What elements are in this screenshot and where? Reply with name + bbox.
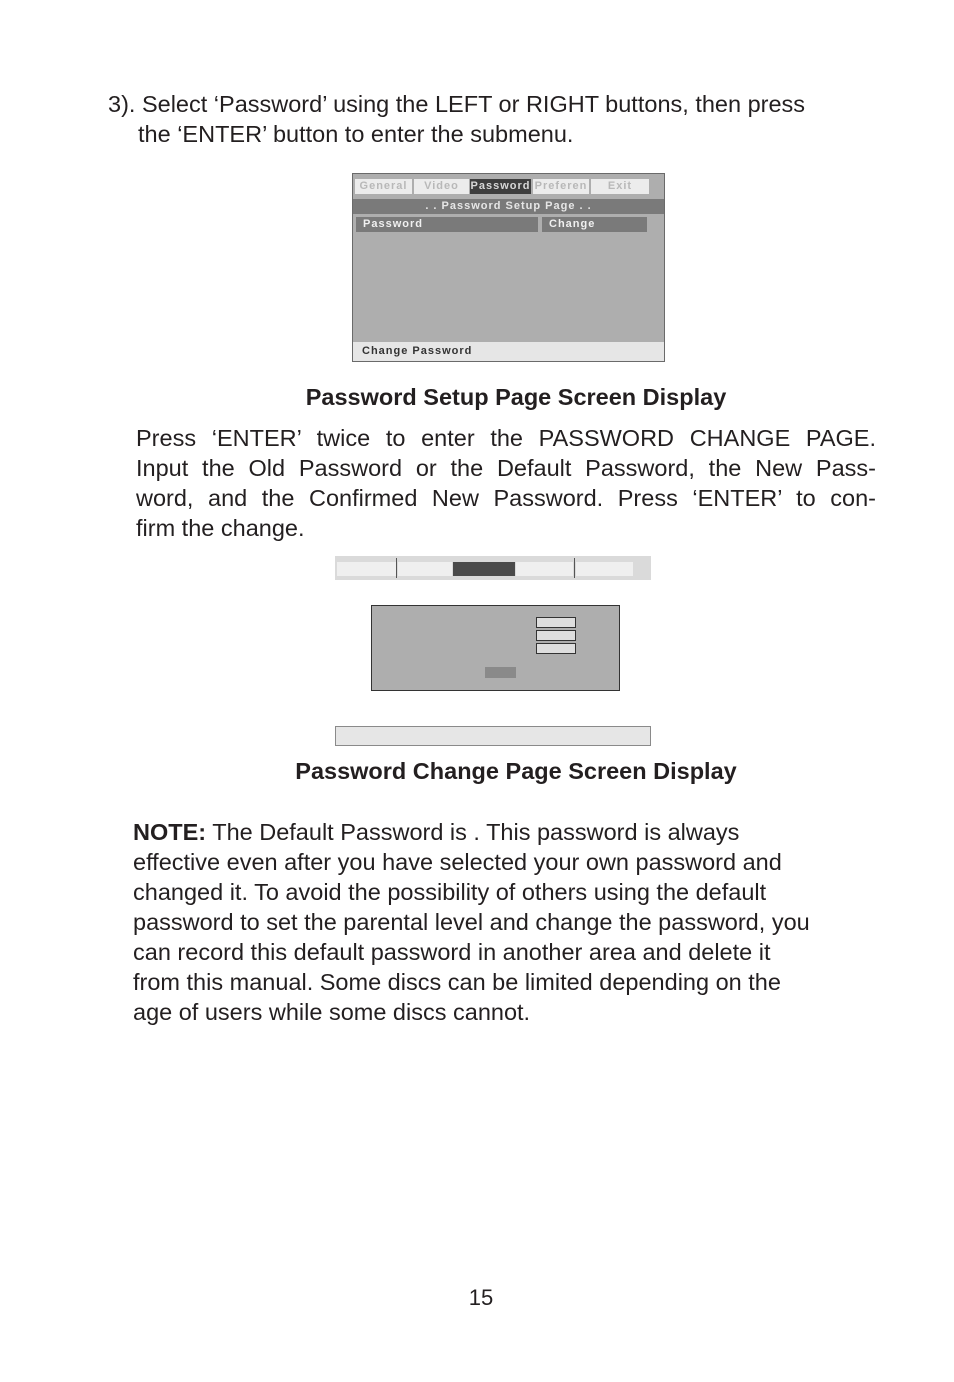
paragraph-line: Press ‘ENTER’ twice to enter the PASSWORD CHANGE PAGE. [136,425,876,451]
old-password-field[interactable] [536,617,576,628]
step-line-2: the ‘ENTER’ button to enter the submenu. [138,121,574,147]
note-line: changed it. To avoid the possibility of others using the default [133,879,767,905]
caption-change-page: Password Change Page Screen Display [295,758,737,784]
tab-password-selected[interactable] [453,562,515,576]
tab-video[interactable]: Video [414,179,469,194]
note-line: effective even after you have selected your own password and [133,849,782,875]
note-line [133,817,893,847]
tab-exit[interactable]: Exit [591,179,649,194]
tab-divider [574,558,575,578]
note-line: password to set the parental level and change the password, you [133,909,810,935]
change-option[interactable]: Change [542,217,647,232]
tab-divider [396,558,397,578]
note-line: from this manual. Some discs can be limited depending on the [133,969,781,995]
paragraph-line: word, and the Confirmed New Password. Press ‘ENTER’ to con- [136,485,876,511]
caption-setup-page: Password Setup Page Screen Display [305,384,727,410]
setup-menu-tabs [353,179,650,195]
change-page-status-bar [335,726,651,746]
tab-placeholder[interactable] [576,562,633,576]
tab-placeholder[interactable] [337,562,396,576]
ok-button[interactable] [485,667,516,678]
confirm-password-field[interactable] [536,643,576,654]
password-change-dialog [371,605,620,691]
paragraph-line: firm the change. [136,515,305,541]
tab-password[interactable]: Password [470,180,531,192]
status-bar: Change Password [353,342,664,361]
tab-preference[interactable]: Preferen [534,180,588,192]
note-label: NOTE: [133,819,207,845]
change-page-tabs [335,556,651,580]
tab-placeholder[interactable] [398,562,452,576]
tab-placeholder[interactable] [516,562,573,576]
new-password-field[interactable] [536,630,576,641]
note-line-1-text: The Default Password is . This password is always [206,819,740,845]
tab-general[interactable]: General [355,179,412,194]
note-line: can record this default password in another area and delete it [133,939,771,965]
instruction-paragraph [136,423,876,543]
page-title-bar: . . Password Setup Page . . [353,199,664,214]
step-instruction [108,89,888,149]
password-setup-screen [352,173,665,362]
paragraph-line: Input the Old Password or the Default Password, the New Pass- [136,455,876,481]
note-paragraph [133,817,893,1027]
step-line-1: 3). Select ‘Password’ using the LEFT or RIGHT buttons, then press [108,91,806,117]
page-number: 15 [468,1285,494,1310]
note-line: age of users while some discs cannot. [133,999,531,1025]
password-row-label[interactable]: Password [356,217,538,232]
